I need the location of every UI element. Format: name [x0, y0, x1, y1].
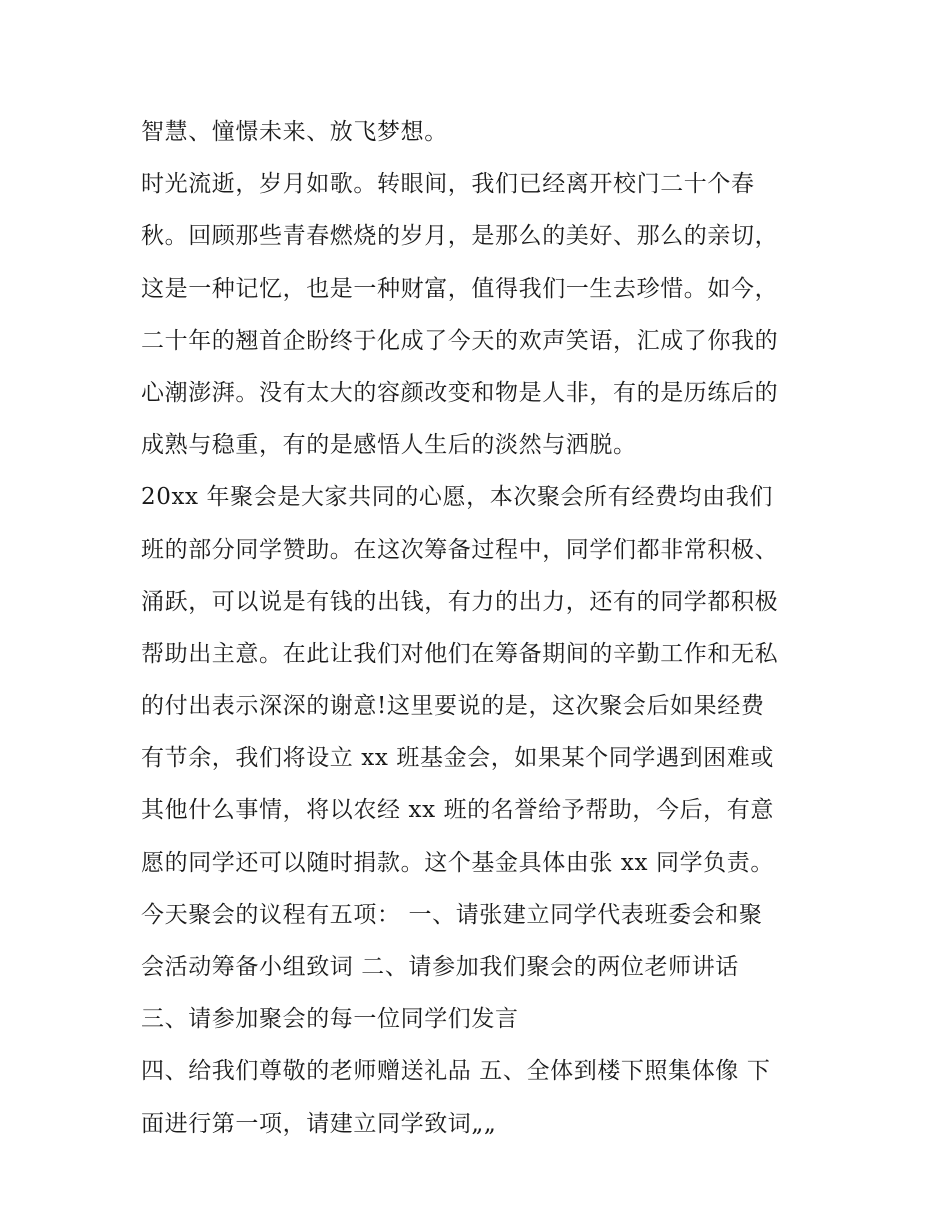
- text-line: 涌跃，可以说是有钱的出钱，有力的出力，还有的同学都积极: [141, 588, 779, 615]
- text-line: 有节余，我们将设立 xx 班基金会，如果某个同学遇到困难或: [141, 745, 774, 772]
- text-line: 智慧、憧憬未来、放飞梦想。: [141, 119, 448, 145]
- text-line: 二十年的翘首企盼终于化成了今天的欢声笑语，汇成了你我的: [141, 327, 779, 354]
- text-line: 今天聚会的议程有五项： 一、请张建立同学代表班委会和聚: [141, 901, 763, 928]
- text-line: 面进行第一项，请建立同学致词„„: [141, 1110, 497, 1137]
- text-line: 四、给我们尊敬的老师赠送礼品 五、全体到楼下照集体像 下: [141, 1058, 771, 1085]
- text-line: 的付出表示深深的谢意!这里要说的是，这次聚会后如果经费: [141, 693, 765, 720]
- text-line: 帮助出主意。在此让我们对他们在筹备期间的辛勤工作和无私: [141, 640, 779, 667]
- text-line: 时光流逝，岁月如歌。转眼间，我们已经离开校门二十个春: [141, 171, 755, 198]
- text-line: 心潮澎湃。没有太大的容颜改变和物是人非，有的是历练后的: [141, 379, 779, 406]
- text-line: 愿的同学还可以随时捐款。这个基金具体由张 xx 同学负责。: [141, 849, 774, 876]
- document-body: [141, 106, 821, 1150]
- text-line: 秋。回顾那些青春燃烧的岁月，是那么的美好、那么的亲切，: [141, 223, 779, 250]
- text-line: 班的部分同学赞助。在这次筹备过程中，同学们都非常积极、: [141, 536, 779, 563]
- text-line: 三、请参加聚会的每一位同学们发言: [141, 1006, 519, 1033]
- text-line: 会活动筹备小组致词 二、请参加我们聚会的两位老师讲话: [141, 954, 739, 980]
- text-line: 其他什么事情，将以农经 xx 班的名誉给予帮助，今后，有意: [141, 797, 774, 824]
- text-line: 成熟与稳重，有的是感悟人生后的淡然与洒脱。: [141, 432, 637, 459]
- text-line: 这是一种记忆，也是一种财富，值得我们一生去珍惜。如今，: [141, 275, 779, 302]
- text-line: 20xx 年聚会是大家共同的心愿，本次聚会所有经费均由我们: [141, 484, 773, 511]
